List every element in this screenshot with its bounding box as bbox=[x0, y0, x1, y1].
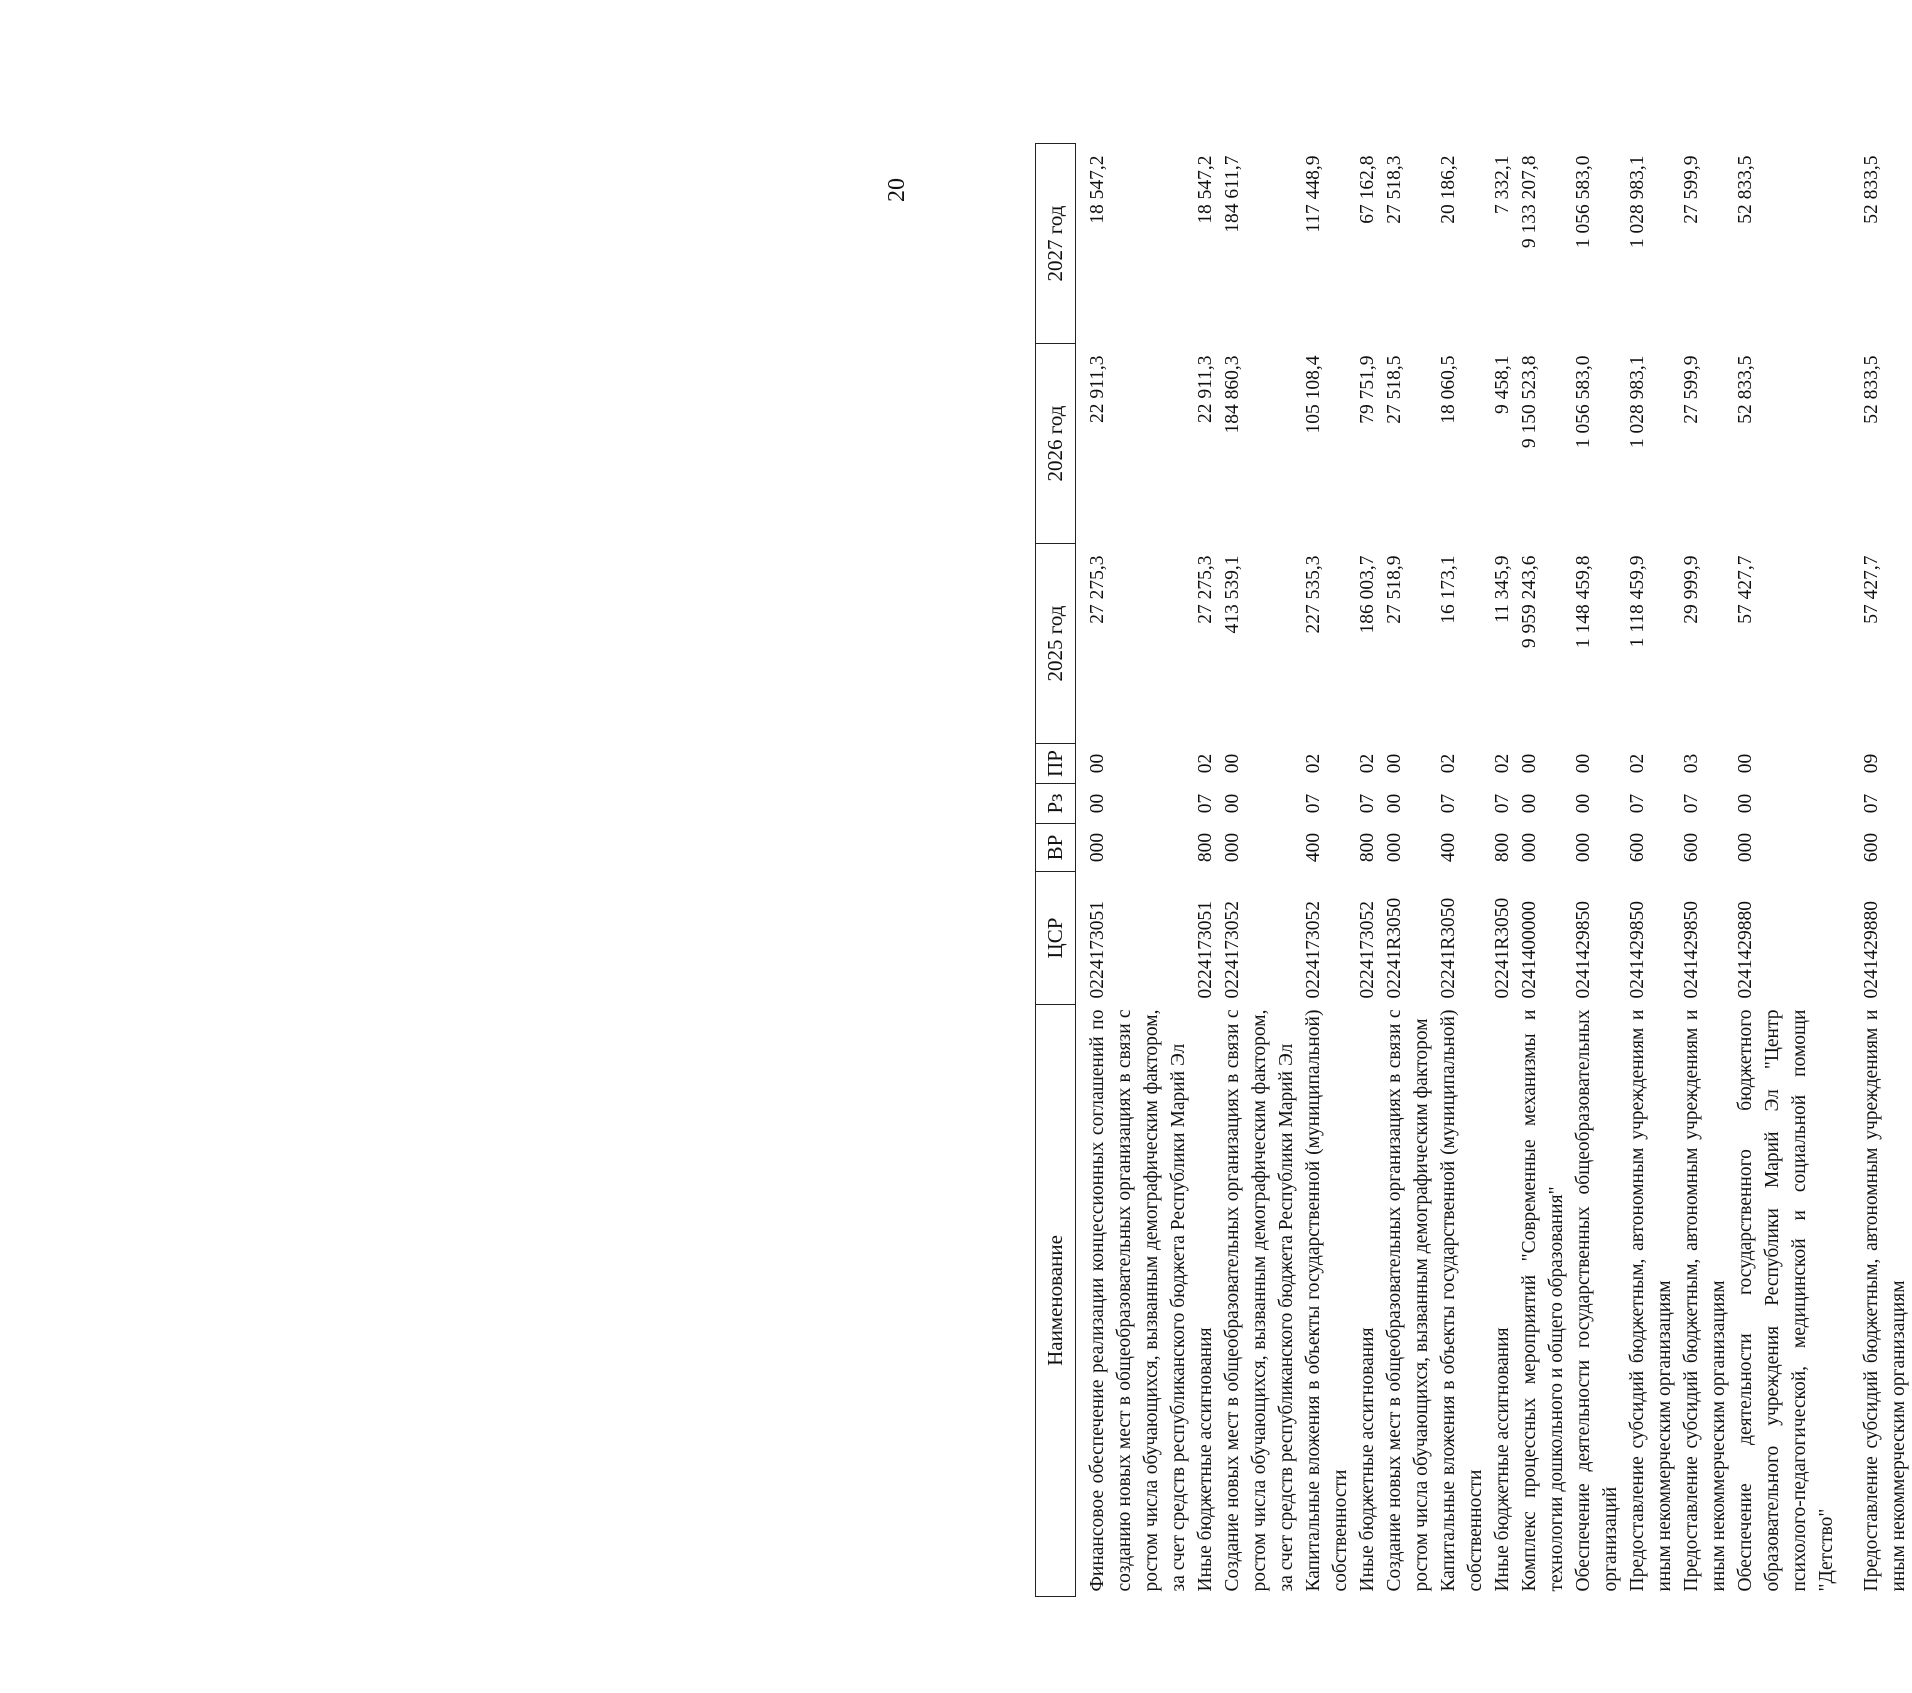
row-2026: 1 028 983,1 bbox=[1627, 355, 1648, 449]
row-2026: 79 751,9 bbox=[1357, 355, 1378, 424]
row-2026: 1 056 583,0 bbox=[1573, 355, 1594, 449]
row-name: Иные бюджетные ассигнования bbox=[1195, 1327, 1216, 1592]
row-name: Создание новых мест в общеобразовательных организациях в связи с ростом числа обучающихся, вызванным демографическим фактором bbox=[1384, 1009, 1432, 1592]
table-row bbox=[1381, 144, 1435, 1597]
budget-table-container bbox=[1035, 145, 1909, 1597]
row-2025: 186 003,7 bbox=[1357, 555, 1378, 634]
row-2026: 18 060,5 bbox=[1438, 355, 1459, 424]
row-2027: 18 547,2 bbox=[1087, 155, 1108, 224]
table-row bbox=[1219, 144, 1300, 1597]
row-2027: 1 028 983,1 bbox=[1627, 155, 1648, 249]
row-vr: 000 bbox=[1735, 832, 1756, 863]
row-2025: 27 275,3 bbox=[1087, 555, 1108, 624]
table-row bbox=[1076, 144, 1193, 1597]
row-2027: 117 448,9 bbox=[1303, 155, 1324, 233]
row-name: Предоставление субсидий бюджетным, автономным учреждениям и иным некоммерческим организациям bbox=[1627, 1009, 1675, 1592]
row-vr: 800 bbox=[1492, 832, 1513, 863]
row-rz: 00 bbox=[1519, 793, 1540, 814]
row-vr: 400 bbox=[1303, 832, 1324, 863]
table-row bbox=[1192, 144, 1219, 1597]
row-pr: 09 bbox=[1861, 753, 1882, 774]
row-rz: 00 bbox=[1735, 793, 1756, 814]
row-2027: 67 162,8 bbox=[1357, 155, 1378, 224]
row-pr: 02 bbox=[1438, 753, 1459, 774]
row-pr: 00 bbox=[1222, 753, 1243, 774]
row-pr: 02 bbox=[1303, 753, 1324, 774]
row-rz: 00 bbox=[1384, 793, 1405, 814]
row-vr: 800 bbox=[1195, 832, 1216, 863]
row-2027: 7 332,1 bbox=[1492, 155, 1513, 214]
row-2026: 52 833,5 bbox=[1861, 355, 1882, 424]
row-2025: 11 345,9 bbox=[1492, 555, 1513, 624]
row-2025: 1 118 459,9 bbox=[1627, 555, 1648, 648]
row-csr: 0224173052 bbox=[1222, 901, 1243, 999]
row-2025: 227 535,3 bbox=[1303, 555, 1324, 634]
row-2027: 27 599,9 bbox=[1681, 155, 1702, 224]
row-csr: 0224173051 bbox=[1195, 901, 1216, 999]
table-row bbox=[1570, 144, 1624, 1597]
row-csr: 0241429850 bbox=[1573, 901, 1594, 999]
table-row bbox=[1732, 144, 1840, 1597]
table-row bbox=[1354, 144, 1381, 1597]
header-vr: ВР bbox=[1036, 824, 1076, 872]
row-pr: 00 bbox=[1735, 753, 1756, 774]
row-2026: 27 518,5 bbox=[1384, 355, 1405, 424]
header-pr: ПР bbox=[1036, 744, 1076, 784]
row-name: Капитальные вложения в объекты государственной (муниципальной) собственности bbox=[1303, 1009, 1351, 1592]
row-rz: 07 bbox=[1492, 793, 1513, 814]
table-row bbox=[1678, 144, 1732, 1597]
row-name: Создание новых мест в общеобразовательных организациях в связи с ростом числа обучающихся, вызванным демографическим фактором, за счет средств республиканского бюджета Республики Марий Эл bbox=[1222, 1009, 1297, 1592]
budget-table bbox=[1035, 143, 1912, 1597]
row-rz: 07 bbox=[1627, 793, 1648, 814]
row-name: Предоставление субсидий бюджетным, автономным учреждениям и иным некоммерческим организациям bbox=[1681, 1009, 1729, 1592]
row-vr: 000 bbox=[1519, 832, 1540, 863]
row-2026: 27 599,9 bbox=[1681, 355, 1702, 424]
row-2026: 9 458,1 bbox=[1492, 355, 1513, 414]
row-2026: 22 911,3 bbox=[1195, 355, 1216, 424]
row-vr: 000 bbox=[1087, 832, 1108, 863]
row-csr: 0241429850 bbox=[1627, 901, 1648, 999]
row-csr: 0241429880 bbox=[1735, 901, 1756, 999]
row-2027: 184 611,7 bbox=[1222, 155, 1243, 233]
table-row bbox=[1300, 144, 1354, 1597]
row-name: Иные бюджетные ассигнования bbox=[1357, 1327, 1378, 1592]
table-row bbox=[1624, 144, 1678, 1597]
row-2027: 52 833,5 bbox=[1861, 155, 1882, 224]
row-csr: 0224173051 bbox=[1087, 901, 1108, 999]
page-number: 20 bbox=[883, 178, 910, 202]
row-csr: 02241R3050 bbox=[1492, 897, 1513, 999]
row-name: Предоставление субсидий бюджетным, автономным учреждениям и иным некоммерческим организациям bbox=[1861, 1009, 1909, 1592]
row-name: Капитальные вложения в объекты государственной (муниципальной) собственности bbox=[1438, 1009, 1486, 1592]
row-vr: 600 bbox=[1627, 832, 1648, 863]
row-rz: 07 bbox=[1681, 793, 1702, 814]
table-header bbox=[1036, 144, 1076, 1597]
row-name: Комплекс процессных мероприятий "Современные механизмы и технологии дошкольного и общего образования" bbox=[1519, 1009, 1567, 1592]
row-vr: 600 bbox=[1681, 832, 1702, 863]
row-pr: 00 bbox=[1573, 753, 1594, 774]
row-pr: 02 bbox=[1357, 753, 1378, 774]
row-csr: 0224173052 bbox=[1357, 901, 1378, 999]
row-rz: 00 bbox=[1087, 793, 1108, 814]
header-csr: ЦСР bbox=[1036, 872, 1076, 1005]
table-row bbox=[1489, 144, 1516, 1597]
row-pr: 02 bbox=[1492, 753, 1513, 774]
row-rz: 00 bbox=[1222, 793, 1243, 814]
row-csr: 0241429880 bbox=[1861, 901, 1882, 999]
row-vr: 600 bbox=[1861, 832, 1882, 863]
row-2025: 1 148 459,8 bbox=[1573, 555, 1594, 649]
row-pr: 00 bbox=[1087, 753, 1108, 774]
row-2025: 27 275,3 bbox=[1195, 555, 1216, 624]
row-pr: 00 bbox=[1384, 753, 1405, 774]
header-rz: Рз bbox=[1036, 784, 1076, 824]
row-vr: 400 bbox=[1438, 832, 1459, 863]
row-csr: 0224173052 bbox=[1303, 901, 1324, 999]
header-2027: 2027 год bbox=[1036, 144, 1076, 344]
row-pr: 02 bbox=[1627, 753, 1648, 774]
header-2025: 2025 год bbox=[1036, 544, 1076, 744]
row-name: Обеспечение деятельности государственных общеобразовательных организаций bbox=[1573, 1009, 1621, 1592]
row-2026: 52 833,5 bbox=[1735, 355, 1756, 424]
row-2025: 57 427,7 bbox=[1735, 555, 1756, 624]
header-2026: 2026 год bbox=[1036, 344, 1076, 544]
row-pr: 02 bbox=[1195, 753, 1216, 774]
row-2027: 18 547,2 bbox=[1195, 155, 1216, 224]
row-2027: 27 518,3 bbox=[1384, 155, 1405, 224]
row-2026: 9 150 523,8 bbox=[1519, 355, 1540, 449]
row-2027: 9 133 207,8 bbox=[1519, 155, 1540, 249]
row-name: Обеспечение деятельности государственного бюджетного образовательного учреждения Республики Марий Эл "Центр психолого-педагогической, медицинской и социальной помощи "Детство" bbox=[1735, 1009, 1837, 1592]
row-rz: 07 bbox=[1195, 793, 1216, 814]
row-pr: 00 bbox=[1519, 753, 1540, 774]
row-vr: 800 bbox=[1357, 832, 1378, 863]
row-pr: 03 bbox=[1681, 753, 1702, 774]
row-2025: 16 173,1 bbox=[1438, 555, 1459, 624]
row-2026: 105 108,4 bbox=[1303, 355, 1324, 434]
row-2027: 1 056 583,0 bbox=[1573, 155, 1594, 249]
row-csr: 0241400000 bbox=[1519, 901, 1540, 999]
row-rz: 07 bbox=[1438, 793, 1459, 814]
row-2026: 184 860,3 bbox=[1222, 355, 1243, 434]
row-csr: 02241R3050 bbox=[1438, 897, 1459, 999]
row-2025: 29 999,9 bbox=[1681, 555, 1702, 624]
row-2027: 52 833,5 bbox=[1735, 155, 1756, 224]
table-row bbox=[1516, 144, 1570, 1597]
row-name: Иные бюджетные ассигнования bbox=[1492, 1327, 1513, 1592]
row-rz: 00 bbox=[1573, 793, 1594, 814]
table-row bbox=[1840, 144, 1912, 1597]
row-2025: 9 959 243,6 bbox=[1519, 555, 1540, 649]
row-rz: 07 bbox=[1303, 793, 1324, 814]
row-2025: 413 539,1 bbox=[1222, 555, 1243, 634]
row-2026: 22 911,3 bbox=[1087, 355, 1108, 424]
row-2027: 20 186,2 bbox=[1438, 155, 1459, 224]
row-name: Финансовое обеспечение реализации концессионных соглашений по созданию новых мест в общеобразовательных организациях в связи с ростом числа обучающихся, вызванным демографическим фактором, за счет средств республиканского бюджета Республики Марий Эл bbox=[1087, 1009, 1189, 1592]
row-2025: 27 518,9 bbox=[1384, 555, 1405, 624]
row-vr: 000 bbox=[1222, 832, 1243, 863]
row-rz: 07 bbox=[1861, 793, 1882, 814]
table-row bbox=[1435, 144, 1489, 1597]
table-body bbox=[1076, 144, 1912, 1597]
row-vr: 000 bbox=[1573, 832, 1594, 863]
row-vr: 000 bbox=[1384, 832, 1405, 863]
row-csr: 0241429850 bbox=[1681, 901, 1702, 999]
row-rz: 07 bbox=[1357, 793, 1378, 814]
row-csr: 02241R3050 bbox=[1384, 897, 1405, 999]
header-name: Наименование bbox=[1036, 1005, 1076, 1597]
row-2025: 57 427,7 bbox=[1861, 555, 1882, 624]
